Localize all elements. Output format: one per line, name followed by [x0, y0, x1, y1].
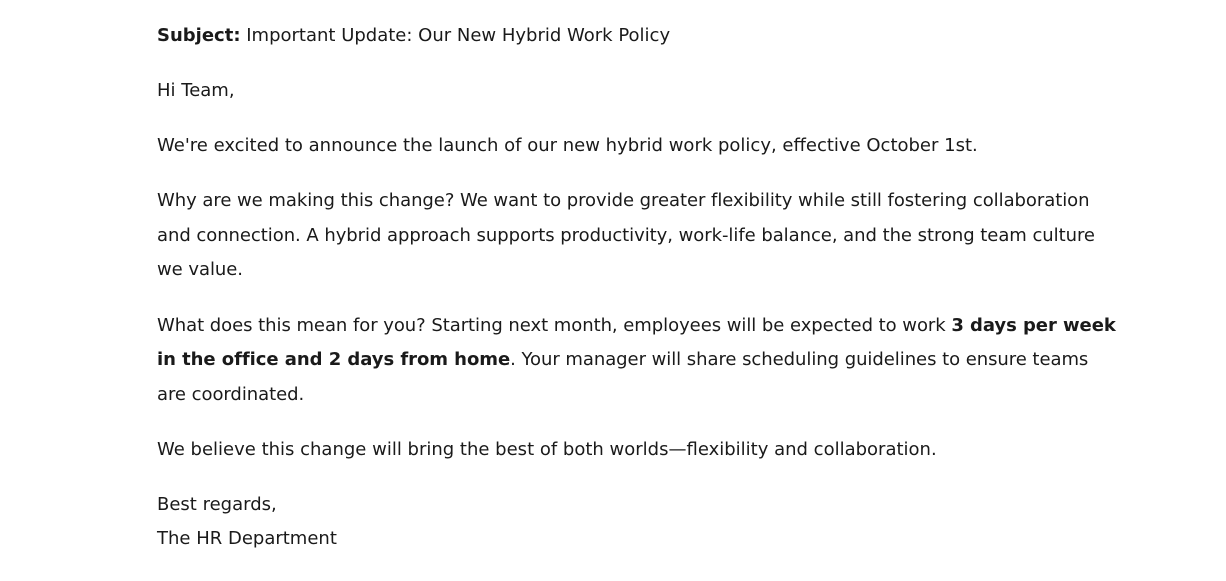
what-text-end: . Your manager will share scheduling guidelines to ensure teams are coordinated.	[157, 349, 1089, 405]
email-signature: The HR Department	[157, 528, 337, 549]
email-greeting: Hi Team,	[157, 80, 235, 101]
spacer	[157, 163, 1117, 184]
email-signoff: Best regards,	[157, 494, 277, 515]
spacer	[157, 412, 1117, 433]
spacer	[157, 53, 1117, 74]
spacer	[157, 108, 1117, 129]
subject-label: Subject:	[157, 25, 241, 46]
email-body	[157, 19, 1117, 556]
email-subject	[157, 19, 1117, 53]
what-paragraph	[157, 309, 1117, 413]
subject-text: Important Update: Our New Hybrid Work Policy	[240, 25, 671, 46]
what-text-bold: 3 days per week in the office and 2 days from home	[157, 314, 1116, 370]
what-text-start: What does this mean for you? Starting next month, employees will be expected to work	[157, 314, 952, 336]
intro-paragraph: We're excited to announce the launch of our new hybrid work policy, effective October 1st.	[157, 135, 978, 156]
why-paragraph: Why are we making this change? We want to provide greater flexibility while still fostering collaboration and connection. A hybrid approach supports productivity, work-life balance, and the strong team culture we value.	[157, 190, 1095, 280]
spacer	[157, 467, 1117, 488]
spacer	[157, 288, 1117, 309]
closing-paragraph: We believe this change will bring the best of both worlds—flexibility and collaboration.	[157, 439, 937, 460]
